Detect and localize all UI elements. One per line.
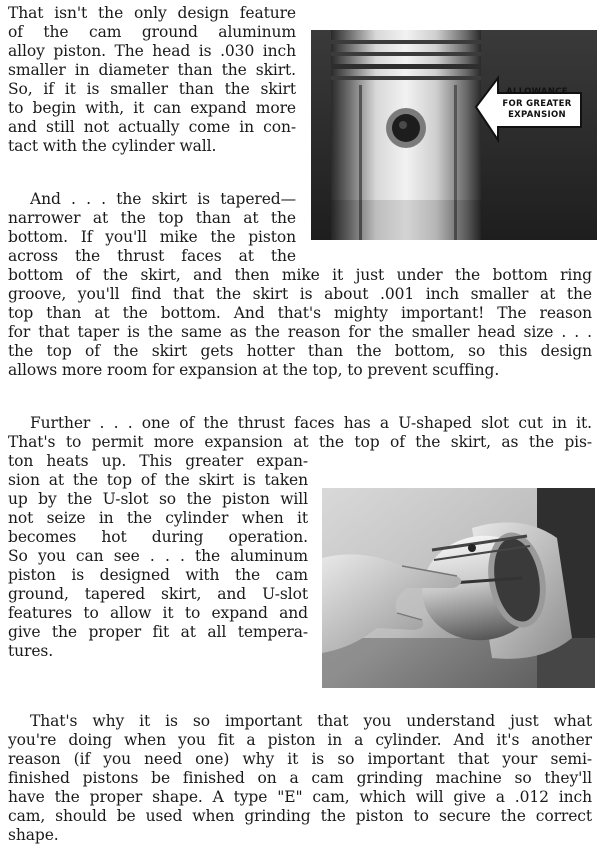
text-line: across the thrust faces at the <box>8 247 296 265</box>
allowance-label-line: EXPANSION <box>508 110 566 120</box>
text-line: narrower at the top than at the <box>8 209 296 227</box>
text-line: and still not actually come in con- <box>8 118 296 136</box>
text-line: not seize in the cylinder when it <box>8 509 308 527</box>
allowance-label-line: FOR GREATER <box>502 98 572 109</box>
text-line: ground, tapered skirt, and U-slot <box>8 585 308 603</box>
allowance-label-line: ALLOWANCE <box>506 87 568 97</box>
text-line: That isn't the only design feature <box>8 4 296 22</box>
text-line: tact with the cylinder wall. <box>8 137 217 155</box>
text-line: And . . . the skirt is tapered— <box>30 190 296 208</box>
text-line: That's why it is so important that you understand just what <box>30 712 592 730</box>
text-line: bottom of the skirt, and then mike it just under the bottom ring <box>8 266 592 284</box>
text-line: ton heats up. This greater expan- <box>8 452 308 470</box>
text-line: the top of the skirt gets hotter than the bottom, so this design <box>8 342 592 360</box>
text-line: give the proper fit at all tempera- <box>8 623 308 641</box>
text-line: of the cam ground aluminum <box>8 23 296 41</box>
text-line: Further . . . one of the thrust faces has a U-shaped slot cut in it. <box>30 414 592 432</box>
text-line: cam, should be used when grinding the piston to secure the correct <box>8 807 592 825</box>
text-line: shape. <box>8 826 59 844</box>
piston-head-icon <box>311 30 597 240</box>
text-line: have the proper shape. A type "E" cam, which will give a .012 inch <box>8 788 592 806</box>
text-line: up by the U-slot so the piston will <box>8 490 308 508</box>
text-line: piston is designed with the cam <box>8 566 308 584</box>
allowance-label <box>491 87 583 122</box>
text-line: finished pistons be finished on a cam grinding machine so they'll <box>8 769 592 787</box>
text-line: alloy piston. The head is .030 inch <box>8 42 296 60</box>
text-line: That's to permit more expansion at the top of the skirt, as the pis- <box>8 433 592 451</box>
text-line: becomes hot during operation. <box>8 528 308 546</box>
hands-holding-piston-icon <box>322 488 595 688</box>
text-line: So, if it is smaller than the skirt <box>8 80 296 98</box>
text-line: groove, you'll find that the skirt is about .001 inch smaller at the <box>8 285 592 303</box>
text-line: So you can see . . . the aluminum <box>8 547 308 565</box>
text-line: bottom. If you'll mike the piston <box>8 228 296 246</box>
text-line: tures. <box>8 642 54 660</box>
text-line: allows more room for expansion at the top, to prevent scuffing. <box>8 361 500 379</box>
hands-piston-photo <box>322 488 595 688</box>
text-line: features to allow it to expand and <box>8 604 308 622</box>
text-line: you're doing when you fit a piston in a cylinder. And it's another <box>8 731 592 749</box>
text-line: to begin with, it can expand more <box>8 99 296 117</box>
piston-head-figure <box>311 30 597 240</box>
text-line: top than at the bottom. And that's mighty important! The reason <box>8 304 592 322</box>
text-line: smaller in diameter than the skirt. <box>8 61 296 79</box>
text-line: sion at the top of the skirt is taken <box>8 471 308 489</box>
text-line: for that taper is the same as the reason for the smaller head size . . . <box>8 323 592 341</box>
text-line: reason (if you need one) why it is so important that your semi- <box>8 750 592 768</box>
